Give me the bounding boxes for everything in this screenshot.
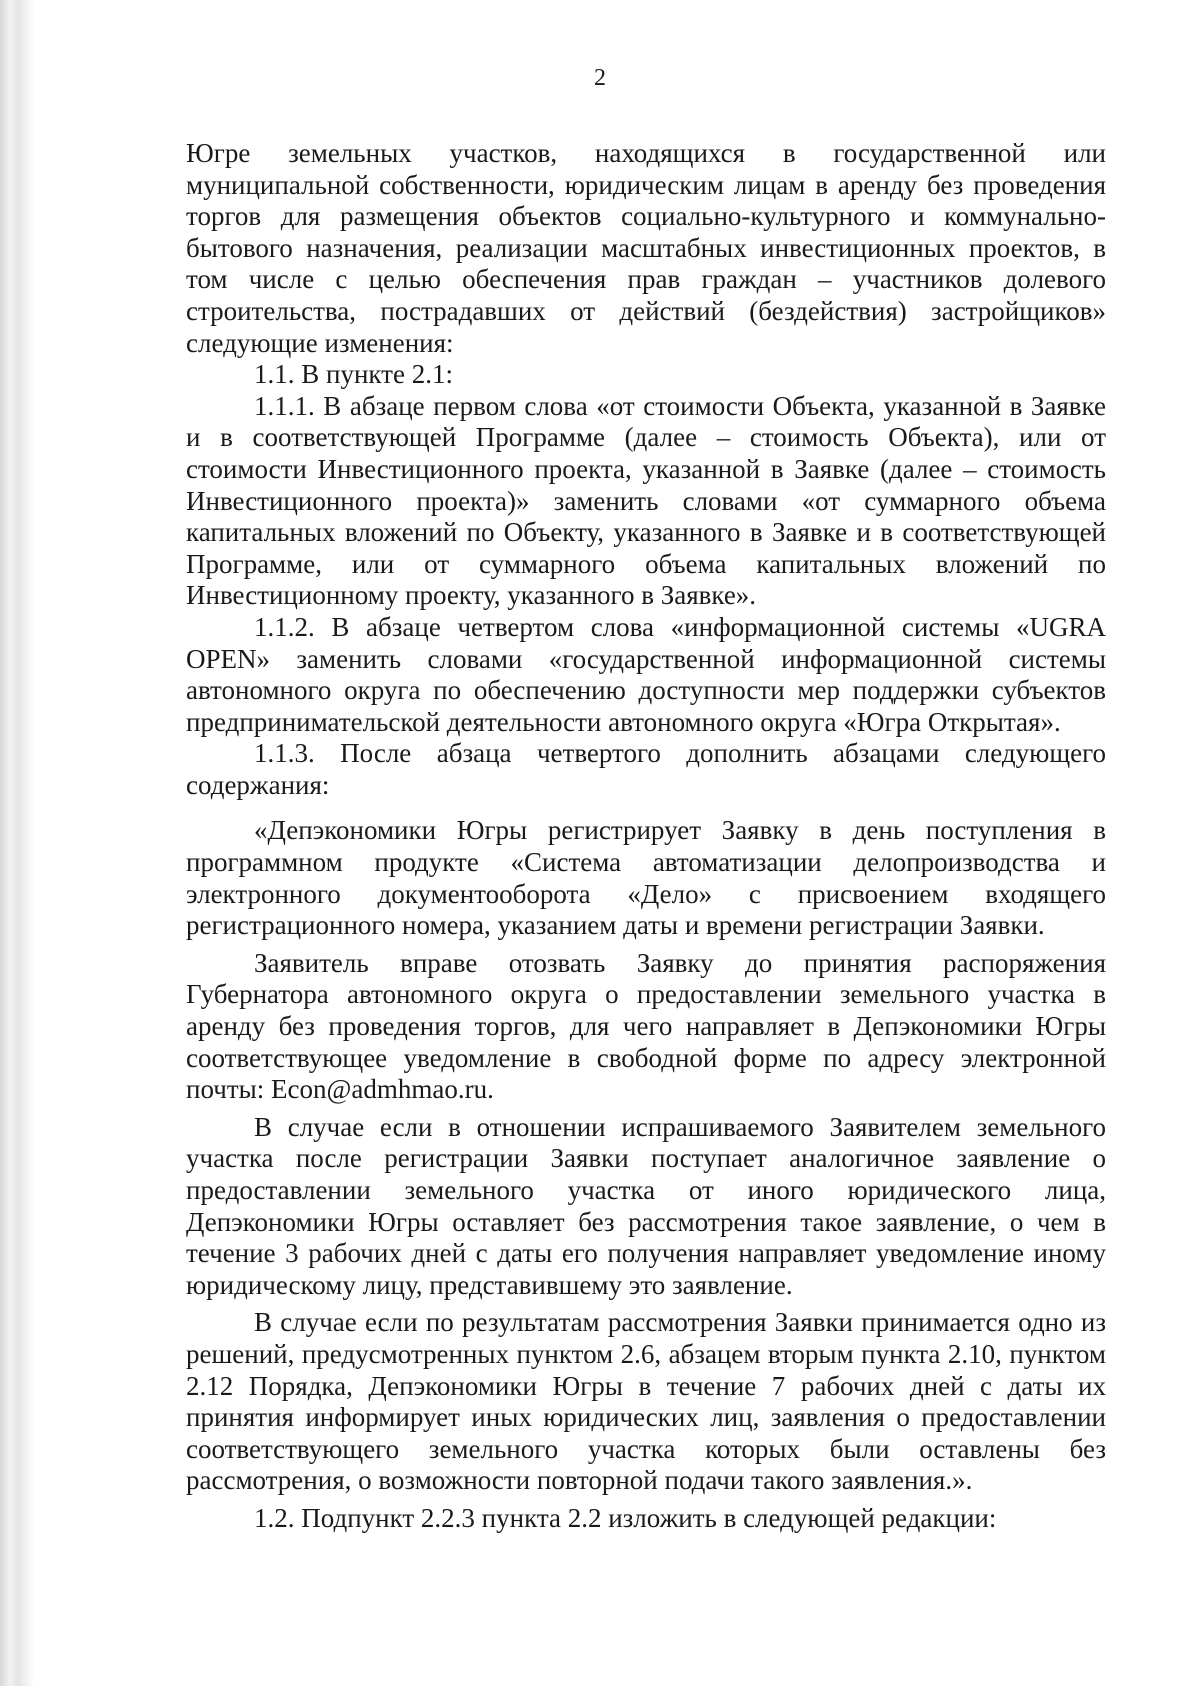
page-number: 2 bbox=[594, 65, 606, 91]
paragraph-1-1-3: 1.1.3. После абзаца четвертого дополнить абзацами следующего содержания: bbox=[186, 738, 1106, 800]
paragraph-decision-notice: В случае если по результатам рассмотрения Заявки принимается одно из решений, предусмотренных пунктом 2.6, абзацем вторым пункта 2.10, пунктом 2.12 Порядка, Депэкономики Югры в течение 7 рабочих дней с даты их принятия информирует иных юридических лиц, заявления о предоставлении соответствующего земельного участка которых были оставлены без рассмотрения, о возможности повторной подачи такого заявления.». bbox=[186, 1307, 1106, 1496]
paragraph-withdrawal: Заявитель вправе отозвать Заявку до принятия распоряжения Губернатора автономного округа о предоставлении земельного участка в аренду без проведения торгов, для чего направляет в Депэкономики Югры соответствующее уведомление в свободной форме по адресу электронной почты: Econ@admhmao.ru. bbox=[186, 947, 1106, 1105]
paragraph-1-1-1: 1.1.1. В абзаце первом слова «от стоимости Объекта, указанной в Заявке и в соответствующей Программе (далее – стоимость Объекта), или от стоимости Инвестиционного проекта, указанной в Заявке (далее – стоимость Инвестиционного проекта)» заменить словами «от суммарного объема капитальных вложений по Объекту, указанного в Заявке и в соответствующей Программе, или от суммарного объема капитальных вложений по Инвестиционному проекту, указанного в Заявке». bbox=[186, 390, 1106, 611]
paragraph-1-1: 1.1. В пункте 2.1: bbox=[254, 359, 453, 390]
paragraph-1-1-2: 1.1.2. В абзаце четвертом слова «информационной системы «UGRA OPEN» заменить словами «государственной информационной системы автономного округа по обеспечению доступности мер поддержки субъектов предпринимательской деятельности автономного округа «Югра Открытая». bbox=[186, 611, 1106, 737]
paragraph-registration: «Депэкономики Югры регистрирует Заявку в день поступления в программном продукте «Система автоматизации делопроизводства и электронного документооборота «Дело» с присвоением входящего регистрационного номера, указанием даты и времени регистрации Заявки. bbox=[186, 815, 1106, 941]
document-body bbox=[186, 138, 1106, 1535]
paragraph-1-2: 1.2. Подпункт 2.2.3 пункта 2.2 изложить в следующей редакции: bbox=[254, 1502, 997, 1533]
paragraph-intro: Югре земельных участков, находящихся в государственной или муниципальной собственности, юридическим лицам в аренду без проведения торгов для размещения объектов социально-культурного и коммунально-бытового назначения, реализации масштабных инвестиционных проектов, в том числе с целью обеспечения прав граждан – участников долевого строительства, пострадавших от действий (бездействия) застройщиков» следующие изменения: bbox=[186, 138, 1106, 358]
paragraph-duplicate-application: В случае если в отношении испрашиваемого Заявителем земельного участка после регистрации Заявки поступает аналогичное заявление о предоставлении земельного участка от иного юридического лица, Депэкономики Югры оставляет без рассмотрения такое заявление, о чем в течение 3 рабочих дней с даты его получения направляет уведомление иному юридическому лицу, представившему это заявление. bbox=[186, 1111, 1106, 1300]
scan-edge bbox=[0, 0, 34, 1686]
